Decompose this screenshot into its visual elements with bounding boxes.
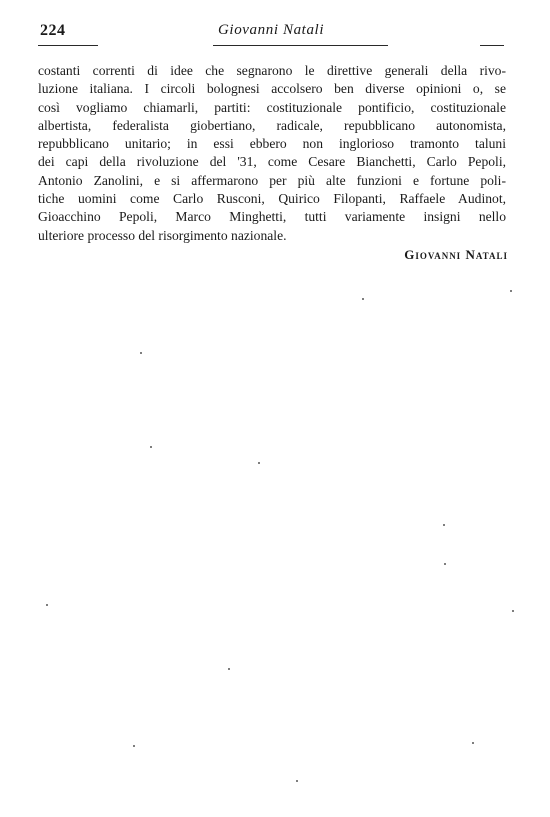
running-title: Giovanni Natali xyxy=(218,22,325,38)
scan-speck xyxy=(443,524,445,526)
scan-speck xyxy=(472,742,474,744)
scan-speck xyxy=(150,446,152,448)
header-rule-left xyxy=(38,45,98,46)
body-line: dei capi della rivoluzione del '31, come Cesare Bianchetti, Carlo Pepoli, xyxy=(38,154,506,170)
scan-speck xyxy=(444,563,446,565)
author-signature: Giovanni Natali xyxy=(404,247,508,262)
body-line: luzione italiana. I circoli bolognesi accolsero ben diverse opinioni o, se xyxy=(38,81,506,97)
body-line: albertista, federalista giobertiano, radicale, repubblicano autonomista, xyxy=(38,117,506,133)
scan-speck xyxy=(296,780,298,782)
scan-speck xyxy=(133,745,135,747)
header-rule-right xyxy=(480,45,504,46)
body-paragraph xyxy=(38,62,506,245)
body-line: Gioacchino Pepoli, Marco Minghetti, tutti variamente insigni nello xyxy=(38,209,506,225)
scan-speck xyxy=(258,462,260,464)
scan-speck xyxy=(510,290,512,292)
body-line: tiche uomini come Carlo Rusconi, Quirico Filopanti, Raffaele Audinot, xyxy=(38,191,506,207)
scan-speck xyxy=(512,610,514,612)
page-number: 224 xyxy=(40,22,66,39)
body-line: costanti correnti di idee che segnarono le direttive generali della rivo- xyxy=(38,63,506,78)
scan-speck xyxy=(362,298,364,300)
scan-speck xyxy=(228,668,230,670)
body-line: così vogliamo chiamarli, partiti: costituzionale pontificio, costituzionale xyxy=(38,99,506,115)
body-line: Antonio Zanolini, e si affermarono per più alte funzioni e fortune poli- xyxy=(38,172,506,188)
body-line: ulteriore processo del risorgimento nazionale. xyxy=(38,227,287,243)
scan-speck xyxy=(140,352,142,354)
body-line: repubblicano unitario; in essi ebbero non inglorioso tramonto taluni xyxy=(38,136,506,152)
header-rule-center xyxy=(213,45,388,46)
scan-speck xyxy=(46,604,48,606)
